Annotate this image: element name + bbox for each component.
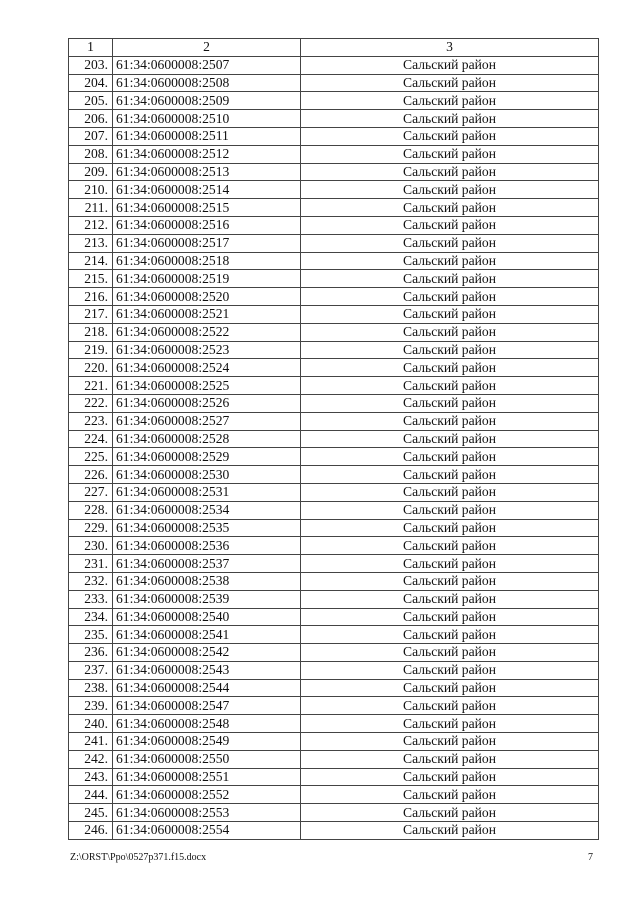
district-cell: Сальский район — [301, 572, 599, 590]
table-row — [69, 501, 599, 519]
district-cell: Сальский район — [301, 626, 599, 644]
row-number-cell: 236. — [69, 644, 113, 662]
row-number-cell: 209. — [69, 163, 113, 181]
row-number-cell: 233. — [69, 590, 113, 608]
row-number-cell: 226. — [69, 466, 113, 484]
district-cell: Сальский район — [301, 305, 599, 323]
cadastral-number-cell: 61:34:0600008:2531 — [113, 483, 301, 501]
district-cell: Сальский район — [301, 377, 599, 395]
table-row — [69, 679, 599, 697]
row-number-cell: 245. — [69, 804, 113, 822]
cadastral-number-cell: 61:34:0600008:2515 — [113, 199, 301, 217]
row-number-cell: 214. — [69, 252, 113, 270]
row-number-cell: 246. — [69, 822, 113, 840]
table-row — [69, 626, 599, 644]
row-number-cell: 228. — [69, 501, 113, 519]
table-row — [69, 750, 599, 768]
table-row — [69, 341, 599, 359]
district-cell: Сальский район — [301, 590, 599, 608]
table-row — [69, 252, 599, 270]
table-row — [69, 270, 599, 288]
cadastral-number-cell: 61:34:0600008:2551 — [113, 768, 301, 786]
row-number-cell: 219. — [69, 341, 113, 359]
district-cell: Сальский район — [301, 394, 599, 412]
cadastral-number-cell: 61:34:0600008:2537 — [113, 555, 301, 573]
cadastral-number-cell: 61:34:0600008:2512 — [113, 145, 301, 163]
table-row — [69, 644, 599, 662]
cadastral-number-cell: 61:34:0600008:2525 — [113, 377, 301, 395]
cadastral-number-cell: 61:34:0600008:2536 — [113, 537, 301, 555]
table-row — [69, 163, 599, 181]
table-row — [69, 216, 599, 234]
row-number-cell: 235. — [69, 626, 113, 644]
cadastral-table — [68, 38, 599, 840]
row-number-cell: 205. — [69, 92, 113, 110]
cadastral-number-cell: 61:34:0600008:2523 — [113, 341, 301, 359]
cadastral-number-cell: 61:34:0600008:2529 — [113, 448, 301, 466]
table-row — [69, 305, 599, 323]
cadastral-number-cell: 61:34:0600008:2510 — [113, 110, 301, 128]
row-number-cell: 231. — [69, 555, 113, 573]
row-number-cell: 204. — [69, 74, 113, 92]
cadastral-number-cell: 61:34:0600008:2540 — [113, 608, 301, 626]
cadastral-number-cell: 61:34:0600008:2527 — [113, 412, 301, 430]
cadastral-number-cell: 61:34:0600008:2520 — [113, 288, 301, 306]
district-cell: Сальский район — [301, 661, 599, 679]
row-number-cell: 244. — [69, 786, 113, 804]
cadastral-number-cell: 61:34:0600008:2538 — [113, 572, 301, 590]
cadastral-number-cell: 61:34:0600008:2552 — [113, 786, 301, 804]
cadastral-number-cell: 61:34:0600008:2521 — [113, 305, 301, 323]
district-cell: Сальский район — [301, 644, 599, 662]
table-row — [69, 608, 599, 626]
cadastral-number-cell: 61:34:0600008:2550 — [113, 750, 301, 768]
table-row — [69, 323, 599, 341]
table-row — [69, 288, 599, 306]
table-row — [69, 519, 599, 537]
district-cell: Сальский район — [301, 163, 599, 181]
district-cell: Сальский район — [301, 110, 599, 128]
row-number-cell: 215. — [69, 270, 113, 288]
row-number-cell: 222. — [69, 394, 113, 412]
district-cell: Сальский район — [301, 519, 599, 537]
table-row — [69, 110, 599, 128]
row-number-cell: 210. — [69, 181, 113, 199]
table-row — [69, 466, 599, 484]
table-row — [69, 483, 599, 501]
table-row — [69, 786, 599, 804]
table-row — [69, 430, 599, 448]
table-row — [69, 199, 599, 217]
row-number-cell: 237. — [69, 661, 113, 679]
cadastral-number-cell: 61:34:0600008:2541 — [113, 626, 301, 644]
table-row — [69, 92, 599, 110]
district-cell: Сальский район — [301, 804, 599, 822]
cadastral-number-cell: 61:34:0600008:2522 — [113, 323, 301, 341]
row-number-cell: 220. — [69, 359, 113, 377]
row-number-cell: 230. — [69, 537, 113, 555]
table-row — [69, 572, 599, 590]
header-cell-cadastral: 2 — [113, 39, 301, 57]
table-row — [69, 768, 599, 786]
district-cell: Сальский район — [301, 608, 599, 626]
row-number-cell: 232. — [69, 572, 113, 590]
row-number-cell: 238. — [69, 679, 113, 697]
row-number-cell: 224. — [69, 430, 113, 448]
cadastral-number-cell: 61:34:0600008:2511 — [113, 127, 301, 145]
district-cell: Сальский район — [301, 412, 599, 430]
table-row — [69, 804, 599, 822]
row-number-cell: 218. — [69, 323, 113, 341]
row-number-cell: 207. — [69, 127, 113, 145]
cadastral-number-cell: 61:34:0600008:2518 — [113, 252, 301, 270]
row-number-cell: 203. — [69, 56, 113, 74]
row-number-cell: 234. — [69, 608, 113, 626]
table-row — [69, 715, 599, 733]
row-number-cell: 239. — [69, 697, 113, 715]
row-number-cell: 217. — [69, 305, 113, 323]
district-cell: Сальский район — [301, 145, 599, 163]
table-body — [69, 39, 599, 840]
row-number-cell: 211. — [69, 199, 113, 217]
district-cell: Сальский район — [301, 483, 599, 501]
cadastral-number-cell: 61:34:0600008:2517 — [113, 234, 301, 252]
district-cell: Сальский район — [301, 555, 599, 573]
row-number-cell: 216. — [69, 288, 113, 306]
district-cell: Сальский район — [301, 537, 599, 555]
district-cell: Сальский район — [301, 270, 599, 288]
table-row — [69, 733, 599, 751]
cadastral-number-cell: 61:34:0600008:2535 — [113, 519, 301, 537]
row-number-cell: 240. — [69, 715, 113, 733]
cadastral-number-cell: 61:34:0600008:2513 — [113, 163, 301, 181]
district-cell: Сальский район — [301, 288, 599, 306]
cadastral-number-cell: 61:34:0600008:2539 — [113, 590, 301, 608]
district-cell: Сальский район — [301, 252, 599, 270]
district-cell: Сальский район — [301, 56, 599, 74]
cadastral-number-cell: 61:34:0600008:2509 — [113, 92, 301, 110]
footer-page-number: 7 — [588, 852, 593, 863]
row-number-cell: 227. — [69, 483, 113, 501]
table-row — [69, 697, 599, 715]
header-cell-district: 3 — [301, 39, 599, 57]
cadastral-number-cell: 61:34:0600008:2549 — [113, 733, 301, 751]
district-cell: Сальский район — [301, 74, 599, 92]
district-cell: Сальский район — [301, 448, 599, 466]
table-row — [69, 537, 599, 555]
district-cell: Сальский район — [301, 323, 599, 341]
footer-file-path: Z:\ORST\Ppo\0527p371.f15.docx — [70, 852, 207, 863]
district-cell: Сальский район — [301, 501, 599, 519]
table-row — [69, 74, 599, 92]
table-row — [69, 181, 599, 199]
table-row — [69, 377, 599, 395]
cadastral-number-cell: 61:34:0600008:2547 — [113, 697, 301, 715]
cadastral-number-cell: 61:34:0600008:2544 — [113, 679, 301, 697]
district-cell: Сальский район — [301, 715, 599, 733]
table-row — [69, 412, 599, 430]
district-cell: Сальский район — [301, 786, 599, 804]
row-number-cell: 223. — [69, 412, 113, 430]
table-row — [69, 448, 599, 466]
table-row — [69, 127, 599, 145]
row-number-cell: 212. — [69, 216, 113, 234]
cadastral-number-cell: 61:34:0600008:2526 — [113, 394, 301, 412]
row-number-cell: 241. — [69, 733, 113, 751]
district-cell: Сальский район — [301, 733, 599, 751]
row-number-cell: 213. — [69, 234, 113, 252]
cadastral-number-cell: 61:34:0600008:2534 — [113, 501, 301, 519]
table-row — [69, 145, 599, 163]
cadastral-number-cell: 61:34:0600008:2514 — [113, 181, 301, 199]
district-cell: Сальский район — [301, 341, 599, 359]
cadastral-number-cell: 61:34:0600008:2553 — [113, 804, 301, 822]
district-cell: Сальский район — [301, 750, 599, 768]
district-cell: Сальский район — [301, 181, 599, 199]
cadastral-number-cell: 61:34:0600008:2548 — [113, 715, 301, 733]
row-number-cell: 242. — [69, 750, 113, 768]
cadastral-number-cell: 61:34:0600008:2516 — [113, 216, 301, 234]
table-row — [69, 56, 599, 74]
row-number-cell: 221. — [69, 377, 113, 395]
district-cell: Сальский район — [301, 92, 599, 110]
district-cell: Сальский район — [301, 430, 599, 448]
table-row — [69, 822, 599, 840]
row-number-cell: 229. — [69, 519, 113, 537]
row-number-cell: 206. — [69, 110, 113, 128]
cadastral-number-cell: 61:34:0600008:2543 — [113, 661, 301, 679]
cadastral-number-cell: 61:34:0600008:2530 — [113, 466, 301, 484]
district-cell: Сальский район — [301, 216, 599, 234]
district-cell: Сальский район — [301, 199, 599, 217]
row-number-cell: 243. — [69, 768, 113, 786]
district-cell: Сальский район — [301, 359, 599, 377]
cadastral-number-cell: 61:34:0600008:2528 — [113, 430, 301, 448]
cadastral-number-cell: 61:34:0600008:2554 — [113, 822, 301, 840]
district-cell: Сальский район — [301, 234, 599, 252]
table-row — [69, 661, 599, 679]
cadastral-number-cell: 61:34:0600008:2508 — [113, 74, 301, 92]
table-row — [69, 359, 599, 377]
cadastral-number-cell: 61:34:0600008:2524 — [113, 359, 301, 377]
table-row — [69, 234, 599, 252]
table-row — [69, 555, 599, 573]
cadastral-number-cell: 61:34:0600008:2519 — [113, 270, 301, 288]
table-row — [69, 394, 599, 412]
district-cell: Сальский район — [301, 768, 599, 786]
row-number-cell: 208. — [69, 145, 113, 163]
row-number-cell: 225. — [69, 448, 113, 466]
district-cell: Сальский район — [301, 679, 599, 697]
district-cell: Сальский район — [301, 127, 599, 145]
cadastral-number-cell: 61:34:0600008:2542 — [113, 644, 301, 662]
district-cell: Сальский район — [301, 822, 599, 840]
cadastral-number-cell: 61:34:0600008:2507 — [113, 56, 301, 74]
district-cell: Сальский район — [301, 466, 599, 484]
table-header-row — [69, 39, 599, 57]
header-cell-number: 1 — [69, 39, 113, 57]
table-row — [69, 590, 599, 608]
district-cell: Сальский район — [301, 697, 599, 715]
